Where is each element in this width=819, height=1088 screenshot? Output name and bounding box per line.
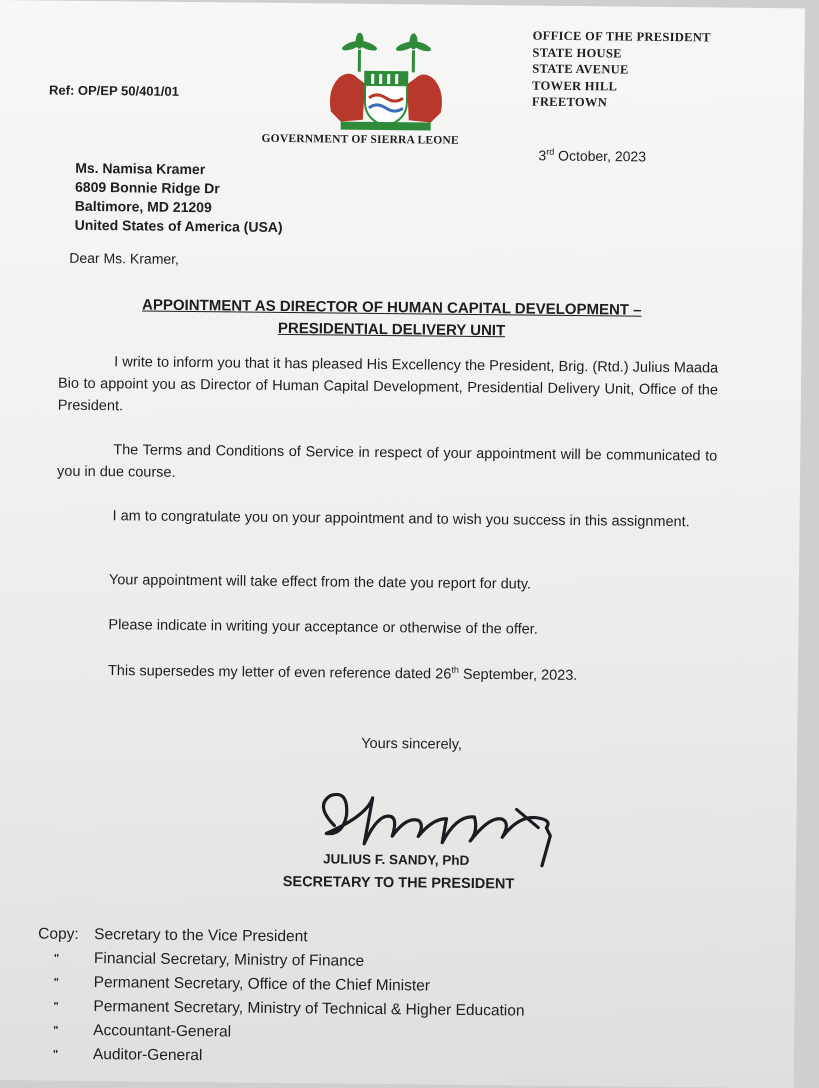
date-suffix: rd (546, 147, 554, 157)
ordinal-suffix: th (451, 665, 459, 675)
office-address (532, 28, 711, 112)
body-paragraph-5: Please indicate in writing your acceptance or otherwise of the offer. (108, 617, 537, 637)
body-paragraph-3 (56, 505, 716, 534)
copy-recipient: Permanent Secretary, Office of the Chief Minister (94, 971, 430, 999)
subject-line-1: APPOINTMENT AS DIRECTOR OF HUMAN CAPITAL DEVELOPMENT – (97, 294, 687, 322)
address-line: United States of America (USA) (75, 216, 283, 237)
government-name: GOVERNMENT OF SIERRA LEONE (261, 133, 458, 147)
office-line: TOWER HILL (532, 77, 710, 95)
date-rest: October, 2023 (554, 147, 646, 164)
recipient-address (75, 159, 284, 237)
date-day: 3 (538, 147, 546, 163)
paragraph-text: I write to inform you that it has pleased His Excellency the President, Brig. (Rtd.) Julius Maada Bio to appoint you as Director of Human Capital Development, Presidential Delivery Unit, Office of the President. (58, 354, 719, 414)
address-line: 6809 Bonnie Ridge Dr (75, 178, 283, 199)
office-line: STATE HOUSE (532, 44, 710, 62)
paragraph-text: I am to congratulate you on your appointment and to wish you success in this assignment. (113, 508, 690, 530)
address-line: Ms. Namisa Kramer (75, 159, 283, 180)
signatory-title: SECRETARY TO THE PRESIDENT (283, 874, 515, 892)
copy-recipient: Financial Secretary, Ministry of Finance (94, 947, 364, 974)
ditto-mark: " (54, 947, 59, 971)
subject-line-2: PRESIDENTIAL DELIVERY UNIT (96, 316, 686, 344)
copy-recipient: Auditor-General (93, 1043, 203, 1068)
paragraph-text: The Terms and Conditions of Service in respect of your appointment will be communicated to you in due course. (57, 442, 717, 481)
copy-recipient: Permanent Secretary, Ministry of Technical & Higher Education (93, 995, 524, 1024)
ditto-mark: " (53, 1019, 58, 1043)
office-line: FREETOWN (532, 94, 710, 112)
body-paragraph-1 (58, 351, 719, 424)
ditto-mark: " (53, 995, 58, 1019)
subject-heading (96, 294, 686, 344)
closing: Yours sincerely, (361, 736, 462, 753)
reference-number: Ref: OP/EP 50/401/01 (49, 83, 179, 99)
body-paragraph-4: Your appointment will take effect from the date you report for duty. (109, 572, 531, 592)
office-line: OFFICE OF THE PRESIDENT (533, 28, 711, 46)
copy-recipient: Secretary to the Vice President (94, 923, 308, 949)
address-line: Baltimore, MD 21209 (75, 197, 283, 218)
body-paragraph-2 (57, 439, 717, 490)
salutation: Dear Ms. Kramer, (69, 250, 179, 267)
copy-label: Copy: (38, 922, 79, 946)
paragraph-text: This supersedes my letter of even reference dated 26 (108, 663, 452, 683)
body-paragraph-6 (108, 661, 578, 684)
ditto-mark: " (53, 1043, 58, 1067)
coat-of-arms-icon (321, 31, 452, 132)
signatory-name: JULIUS F. SANDY, PhD (323, 851, 469, 868)
copy-list (37, 922, 39, 1066)
paragraph-text: September, 2023. (459, 667, 578, 684)
office-line: STATE AVENUE (532, 61, 710, 79)
copy-recipient: Accountant-General (93, 1019, 231, 1044)
letter-date (538, 147, 646, 165)
ditto-mark: " (54, 971, 59, 995)
